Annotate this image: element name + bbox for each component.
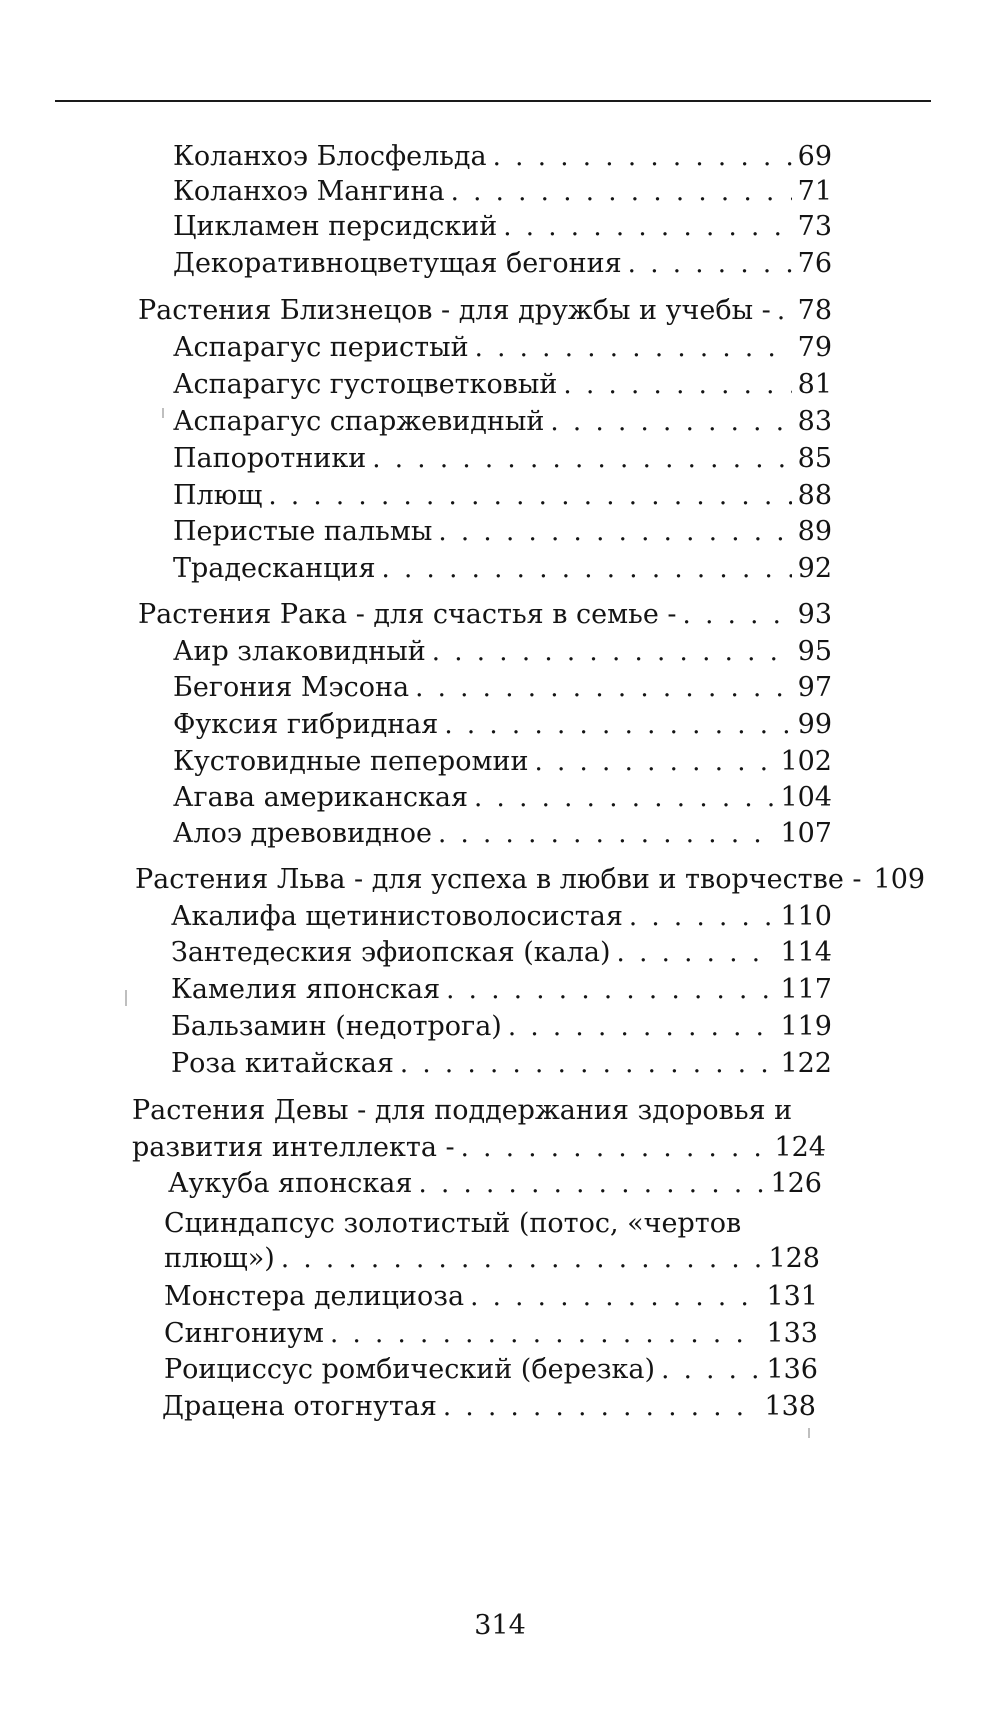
toc-entry (173, 701, 832, 741)
toc-section (138, 591, 832, 631)
dot-leader (563, 369, 791, 401)
toc-entry-page: 114 (780, 937, 832, 968)
toc-section (138, 287, 832, 327)
toc-section-page: 93 (797, 599, 832, 630)
toc-entry-label: Драцена отогнутая (162, 1391, 437, 1422)
toc-entry-label: Сингониум (164, 1318, 324, 1349)
toc-entry (171, 966, 832, 1006)
toc-entry-page: 83 (797, 406, 832, 437)
toc-entry (171, 1003, 832, 1043)
toc-entry-page: 136 (766, 1354, 818, 1385)
toc-entry (164, 1200, 741, 1240)
toc-entry (173, 361, 832, 401)
dot-leader (470, 1281, 760, 1313)
dot-leader (683, 599, 792, 631)
toc-entry-page: 122 (780, 1048, 832, 1079)
toc-entry-label: плющ») (164, 1243, 275, 1274)
toc-entry-label: Коланхоэ Мангина (173, 176, 445, 207)
dot-leader (446, 974, 774, 1006)
toc-entry-page: 79 (797, 332, 832, 363)
dot-leader (503, 211, 791, 243)
toc-entry-label: Традесканция (173, 553, 376, 584)
toc-entry-page: 76 (797, 248, 832, 279)
toc-section-label: развития интеллекта - (132, 1132, 455, 1163)
toc-entry-page: 85 (797, 443, 832, 474)
toc-entry-page: 110 (780, 901, 832, 932)
toc-entry-page: 99 (797, 709, 832, 740)
dot-leader (661, 1354, 760, 1386)
toc-entry-label: Бальзамин (недотрога) (171, 1011, 502, 1042)
toc-entry-page: 131 (766, 1281, 818, 1312)
scan-speck (125, 990, 127, 1006)
toc-entry-label: Сциндапсус золотистый (потос, «чертов (164, 1208, 742, 1239)
toc-entry-label: Декоративноцветущая бегония (173, 248, 622, 279)
scan-speck (808, 1428, 810, 1438)
toc-entry-label: Коланхоэ Блосфельда (173, 141, 487, 172)
toc-entry (164, 1346, 818, 1386)
toc-section-label: Растения Близнецов - для дружбы и учебы - (138, 295, 771, 326)
toc-entry-page: 128 (768, 1243, 820, 1274)
toc-entry (173, 810, 832, 850)
toc-entry-label: Перистые пальмы (173, 516, 433, 547)
toc-entry-label: Кустовидные пеперомии (173, 746, 529, 777)
toc-entry (168, 1160, 822, 1200)
toc-entry (173, 774, 832, 814)
dot-leader (415, 672, 792, 704)
toc-entry-label: Роза китайская (171, 1048, 394, 1079)
toc-entry-page: 138 (764, 1391, 816, 1422)
toc-entry-label: Аукуба японская (168, 1168, 413, 1199)
toc-entry-label: Алоэ древовидное (173, 818, 432, 849)
scan-speck (162, 408, 164, 418)
toc-entry-page: 119 (780, 1011, 832, 1042)
dot-leader (372, 443, 791, 475)
toc-entry-page: 133 (766, 1318, 818, 1349)
dot-leader (438, 516, 791, 548)
toc-entry-label: Зантедеския эфиопская (кала) (171, 937, 611, 968)
dot-leader (281, 1243, 763, 1275)
dot-leader (628, 248, 792, 280)
toc-entry-page: 126 (770, 1168, 822, 1199)
toc-entry (173, 664, 832, 704)
toc-entry-page: 104 (780, 782, 832, 813)
toc-entry (173, 203, 832, 243)
dot-leader (508, 1011, 775, 1043)
toc-entry (164, 1273, 818, 1313)
toc-entry (173, 133, 832, 173)
toc-section-page: 124 (774, 1132, 826, 1163)
toc-section-page: 78 (797, 295, 832, 326)
toc-entry (171, 1040, 832, 1080)
toc-entry (173, 738, 832, 778)
toc-section (135, 856, 926, 896)
toc-section-label: Растения Девы - для поддержания здоровья и (132, 1095, 793, 1126)
toc-entry-page: 117 (780, 974, 832, 1005)
toc-entry-label: Аспарагус густоцветковый (173, 369, 558, 400)
toc-entry (173, 628, 832, 668)
dot-leader (443, 1391, 759, 1423)
toc-entry (173, 240, 832, 280)
toc-section-continuation (132, 1124, 826, 1164)
toc-entry-page: 88 (797, 480, 832, 511)
toc-entry (173, 398, 832, 438)
toc-entry-page: 71 (797, 176, 832, 207)
toc-entry-page: 102 (780, 746, 832, 777)
toc-entry-label: Роициссус ромбический (березка) (164, 1354, 656, 1385)
toc-entry-label: Бегония Мэсона (173, 672, 410, 703)
toc-entry-label: Монстера делициоза (164, 1281, 465, 1312)
toc-entry (173, 168, 832, 208)
toc-entry-label: Акалифа щетинистоволосистая (171, 901, 623, 932)
dot-leader (550, 406, 791, 438)
dot-leader (475, 332, 792, 364)
toc-entry-label: Агава американская (173, 782, 469, 813)
toc-entry-label: Плющ (173, 480, 263, 511)
toc-section-label: Растения Рака - для счастья в семье - (138, 599, 677, 630)
toc-entry (173, 435, 832, 475)
toc-entry-label: Папоротники (173, 443, 367, 474)
toc-entry-label: Камелия японская (171, 974, 441, 1005)
page-number: 314 (474, 1610, 526, 1641)
toc-entry-label: Аир злаковидный (173, 636, 426, 667)
toc-entry (162, 1383, 816, 1423)
dot-leader (381, 553, 791, 585)
toc-entry-label: Фуксия гибридная (173, 709, 439, 740)
dot-leader (444, 709, 791, 741)
toc-entry-page: 95 (797, 636, 832, 667)
toc-entry (173, 324, 832, 364)
dot-leader (400, 1048, 775, 1080)
toc-entry-continuation (164, 1235, 820, 1275)
toc-entry (173, 508, 832, 548)
dot-leader (418, 1168, 764, 1200)
toc-section-label: Растения Льва - для успеха в любви и творчестве - (135, 864, 862, 895)
dot-leader (617, 937, 775, 969)
toc-entry-page: 97 (797, 672, 832, 703)
toc-entry-label: Аспарагус спаржевидный (173, 406, 545, 437)
toc-entry-page: 73 (797, 211, 832, 242)
toc-entry-page: 92 (797, 553, 832, 584)
toc-entry-label: Аспарагус перистый (173, 332, 469, 363)
toc-entry-page: 107 (780, 818, 832, 849)
toc-entry-page: 69 (797, 141, 832, 172)
toc-entry-page: 81 (797, 369, 832, 400)
toc-entry (164, 1310, 818, 1350)
toc-entry-label: Цикламен персидский (173, 211, 498, 242)
toc-entry (173, 472, 832, 512)
dot-leader (438, 818, 775, 850)
toc-section-page: 109 (873, 864, 926, 895)
toc-entry-page: 89 (797, 516, 832, 547)
dot-leader (777, 295, 792, 327)
toc-entry (173, 545, 832, 585)
toc-section (132, 1087, 792, 1127)
toc-entry (171, 929, 832, 969)
toc-entry (171, 893, 832, 933)
